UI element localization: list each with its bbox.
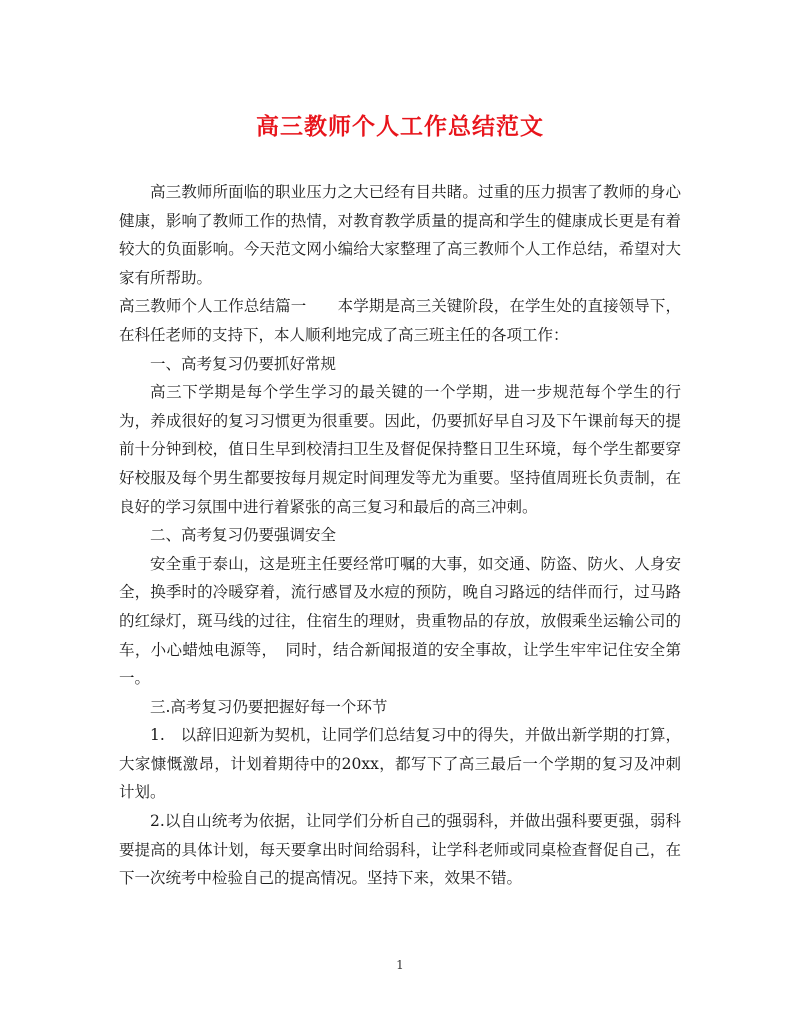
document-body	[119, 178, 681, 893]
paragraph-item-1: 高三下学期是每个学生学习的最关键的一个学期，进一步规范每个学生的行为，养成很好的复习习惯更为很重要。因此，仍要抓好早自习及下午课前每天的提前十分钟到校，值日生早到校清扫卫生及督促保持整日卫生环境，每个学生都要穿好校服及每个男生都要按每月规定时间理发等尤为重要。坚持值周班长负责制，在良好的学习氛围中进行着紧张的高三复习和最后的高三冲刺。	[119, 383, 681, 516]
paragraph-section-heading: 高三教师个人工作总结篇一 本学期是高三关键阶段，在学生处的直接领导下，在科任老师的支持下，本人顺利地完成了高三班主任的各项工作：	[119, 297, 681, 344]
heading-item-3: 三.高考复习仍要把握好每一个环节	[150, 697, 388, 716]
heading-item-1: 一、高考复习仍要抓好常规	[150, 354, 337, 373]
paragraph-intro: 高三教师所面临的职业压力之大已经有目共睹。过重的压力损害了教师的身心健康，影响了教师工作的热情，对教育教学质量的提高和学生的健康成长更是有着较大的负面影响。今天范文网小编给大家整理了高三教师个人工作总结，希望对大家有所帮助。	[119, 183, 681, 287]
paragraph-sub-1: 1. 以辞旧迎新为契机，让同学们总结复习中的得失，并做出新学期的打算，大家慷慨激昂，计划着期待中的20xx，都写下了高三最后一个学期的复习及冲刺计划。	[119, 726, 681, 802]
page-number: 1	[396, 958, 404, 972]
paragraph-item-2: 安全重于泰山，这是班主任要经常叮嘱的大事，如交通、防盗、防火、人身安全，换季时的冷暖穿着，流行感冒及水痘的预防，晚自习路远的结伴而行，过马路的红绿灯，斑马线的过往，住宿生的理财，贵重物品的存放，放假乘坐运输公司的车，小心蜡烛电源等， 同时，结合新闻报道的安全事故，让学生牢牢记住安全第一。	[119, 554, 681, 688]
paragraph-sub-2: 2.以自山统考为依据，让同学们分析自己的强弱科，并做出强科要更强，弱科要提高的具体计划，每天要拿出时间给弱科，让学科老师或同桌检查督促自己，在下一次统考中检验自己的提高情况。坚持下来，效果不错。	[119, 812, 681, 888]
document-title: 高三教师个人工作总结范文	[256, 114, 544, 140]
heading-item-2: 二、高考复习仍要强调安全	[150, 526, 337, 545]
